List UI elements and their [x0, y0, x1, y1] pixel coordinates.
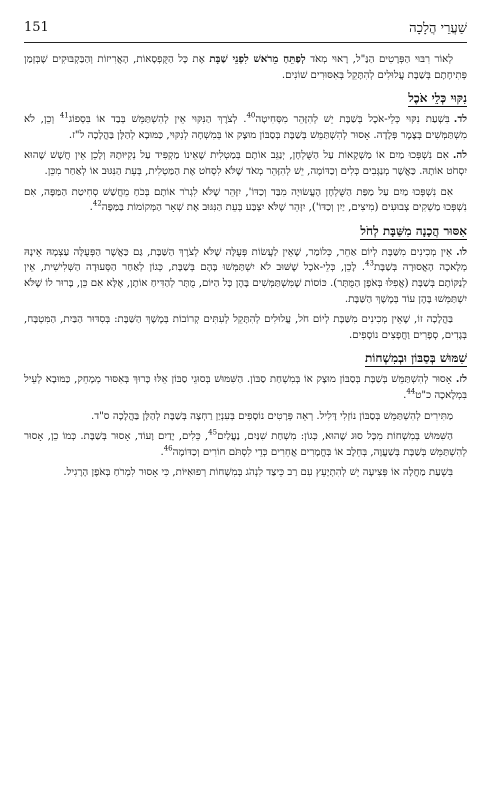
intro-text-2: אֶת כָּל הַקֻּפְסָאוֹת, הָאֲרִיזוֹת וְהַבַּקְבּוּקִים שֶׁבְּזְמַן פְּתִיחָתָם בְּשַׁבָּת עֲלוּלִים לְהִתָּקֵל בְּאִסּוּרִים שׁוֹנִים.: [24, 54, 467, 81]
halacha-paragraph-36: [24, 245, 467, 307]
intro-paragraph: [24, 52, 467, 83]
paragraph-text: הַשִּׁמּוּשׁ בְּמִשְׁחוֹת מִכָּל סוּג שֶׁהוּא, כְּגוֹן: מִשְׁחַת שִׁנַּיִם, נַעֲלַיִם: [217, 431, 453, 443]
paragraph-text: בִּשְׁעַת מַחֲלָה אוֹ פְּצִיעָה יֵשׁ לְהִתְיָעֵץ עִם רַב כֵּיצַד לִנְהֹג בְּמִשְׁחוֹת רְפוּאִיּוֹת, כִּי אָסוּר לִמְרֹחַ בְּאֹפֶן הָרָגִיל.: [63, 467, 453, 479]
paragraph-text: .: [89, 202, 93, 214]
footnote-ref: 43: [365, 259, 374, 268]
section-heading-cleaning-dishes: [24, 89, 467, 107]
paragraph-text: אָסוּר לְהִשְׁתַּמֵּשׁ בְּשַׁבָּת בְּסַבּוֹן מוּצָק אוֹ בְּמִשְׁחַת סַבּוֹן. הַשִּׁמּוּשׁ בְּסוּגֵי סַבּוֹן אֵלּוּ כָּרוּךְ בְּאִסּוּר מְמָחֵק, כַּמּוּבָא לְעֵיל בִּמְלָאכָה כ"ט: [24, 374, 467, 401]
halacha-paragraph-35: [24, 148, 467, 179]
paragraph-text: .: [160, 446, 164, 458]
paragraph-text: אִם נִשְׁפְּכוּ מַיִם אוֹ מַשְׁקָאוֹת עַל הַשֻּׁלְחָן, יְנַגֵּב אוֹתָם בְּמַטְלִית שֶׁאֵינוֹ מַקְפִּיד עַל נְקִיּוּתָהּ וְלָכֵן אֵין חֲשָׁשׁ שֶׁהוּא יִסְחֹט אוֹתָהּ. כַּאֲשֶׁר מְנַגְּבִים כְּלִים וְכַדּוֹמֶה, יֵשׁ לְהִזָּהֵר מְאֹד שֶׁלֹּא לִסְחֹט אֶת הַמַּטְלִית, בְּעֵת הַנִּגּוּב אוֹ לְאַחַר מִכֵּן.: [24, 150, 467, 177]
paragraph-text: . לְצֹרֶךְ הַנִּקּוּי אֵין לְהִשְׁתַּמֵּשׁ בְּבַד אוֹ בִּסְפוֹג: [68, 114, 247, 126]
paragraph-text: בַּהֲלָכָה זוֹ, שֶׁאֵין מְכִינִים מִשַּׁבָּת לְיוֹם חֹל, עֲלוּלִים לְהִתָּקֵל לְעִתִּים קְרוֹבוֹת בְּמֶשֶׁךְ הַשַּׁבָּת: בְּסִדּוּר הַבַּיִת, הַמִּטְבָּח, בְּגָדִים, סְפָרִים וַחֲפָצִים נוֹסָפִים.: [24, 314, 467, 341]
paragraph-text: .: [403, 389, 407, 401]
footnote-ref: 42: [92, 199, 102, 208]
paragraph-text: . לָכֵן, כְּלֵי-אֹכֶל שֶׁשּׁוּב לֹא יִשְׁתַּמְּשׁוּ בָּהֶם בְּשַׁבָּת, כְּגוֹן לְאַחַר הַסְּעוּדָה הַשְּׁלִישִׁית, אֵין לְנַקּוֹתָם בְּשַׁבָּת (אֲפִלּוּ בְּאֹפֶן הַמֻּתָּר). כּוֹסוֹת שֶׁמִּשְׁתַּמְּשִׁים בָּהֶן כָּל הַיּוֹם, מֻתָּר לְהַדִּיחַ אוֹתָן, אֶלָּא אִם כֵּן, בָּרוּר לוֹ שֶׁלֹּא יִשְׁתַּמְּשׁוּ בָּהֶן עוֹד בְּמֶשֶׁךְ הַשַּׁבָּת.: [24, 262, 467, 305]
footnote-ref: 44: [406, 387, 416, 396]
section-heading-text: אִסּוּר הֲכָנָה מִשַּׁבָּת לְחֹל: [360, 223, 467, 238]
section-heading-soap-and-creams: [24, 349, 467, 367]
paragraph-text: , כֵּלִים, יָדַיִם וָעוֹד, אָסוּר בְּשַׁבָּת. כְּמוֹ כֵן, אָסוּר לְהִשְׁתַּמֵּשׁ בְּשַׁבָּת בְּשַׁעֲוָה, בְּחֵלֶב אוֹ בְּחֳמָרִים אֲחֵרִים כְּדֵי לִסְתֹּם חוֹרִים וְכַדּוֹמֶה: [24, 431, 467, 458]
section-heading-text: שִׁמּוּשׁ בְּסַבּוֹן וּבְמִשְׁחוֹת: [364, 351, 467, 366]
halacha-paragraph-37: [24, 372, 467, 403]
page-header: [24, 20, 467, 40]
paragraph-text: מַתִּירִים לְהִשְׁתַּמֵּשׁ בְּסַבּוֹן נוֹזְלִי דָּלִיל. רְאֵה פְּרָטִים נוֹסָפִים בְּעִנְיַן רַחְצָה בְּשַׁבָּת לְהַלָּן בַּהֲלָכָה ס"ד.: [90, 410, 453, 422]
paragraph-number: לז.: [455, 373, 467, 386]
paragraph-text: בִּשְׁעַת נִקּוּי כְּלֵי-אֹכֶל בְּשַׁבָּת יֵשׁ לְהִזָּהֵר מִסְּחִיטָה: [255, 114, 450, 126]
intro-text-1: לְאוֹר רִבּוּי הַפְּרָטִים הַנַּ"ל, רָאוּי מְאֹד: [305, 54, 453, 65]
footnote-ref: 40: [246, 111, 256, 120]
section-heading-preparation-prohibition: [24, 222, 467, 240]
paragraph-continuation: [24, 465, 467, 481]
paragraph-number: לו.: [456, 245, 467, 258]
halacha-paragraph-34: [24, 112, 467, 143]
section-heading-text: נִקּוּי כְּלֵי אֹכֶל: [408, 91, 467, 106]
paragraph-continuation: [24, 312, 467, 343]
paragraph-text: אֵין מְכִינִים מִשַּׁבָּת לְיוֹם אַחֵר, כְּלוֹמַר, שֶׁאֵין לַעֲשׂוֹת פְּעֻלָּה שֶׁלֹּא לְצֹרֶךְ הַשַּׁבָּת, גַּם כַּאֲשֶׁר הַפְּעֻלָּה עַצְמָהּ אֵינָהּ מְלָאכָה הָאֲסוּרָה בְּשַׁבָּת: [24, 246, 467, 274]
intro-emphasis: לְפַתֵּחַ מֵרֹאשׁ לִפְנֵי שַׁבָּת: [209, 53, 306, 65]
footnote-ref: 45: [208, 428, 218, 437]
header-divider: [24, 42, 467, 43]
paragraph-continuation: [24, 429, 467, 460]
paragraph-continuation: [24, 409, 467, 425]
paragraph-text: אִם נִשְׁפְּכוּ מַיִם עַל מַפַּת הַשֻּׁלְחָן הָעֲשׂוּיָה מִבַּד וְכַדּוֹ', יִזָּהֵר שֶׁלֹּא לִגְרֹר אוֹתָם בְּכֹחַ מֵחֲשַׁשׁ סְחִיטַת הַמַּפָּה, אִם נִשְׁפְּכוּ מַשְׁקִים צְבוּעִים (מִיצִים, יַיִן וְכַדּוֹ'), יִזָּהֵר שֶׁלֹּא יִצְבַּע בְּעֵת הַנִּגּוּב אֶת שְׁאָר הַמְּקוֹמוֹת בַּמַּפָּה: [24, 186, 467, 214]
page-number: 151: [24, 20, 49, 35]
paragraph-continuation: [24, 185, 467, 216]
footnote-ref: 41: [59, 111, 69, 120]
page-content: [24, 52, 467, 792]
paragraph-number: לה.: [452, 149, 467, 162]
running-title: שַׁעֲרֵי הֲלָכָה: [409, 21, 467, 36]
paragraph-number: לד.: [453, 113, 468, 126]
footnote-ref: 46: [163, 444, 173, 453]
paragraph-text: וְכֵן, לֹא מִשְׁתַּמְּשִׁים בְּצֶמֶר פְּלָדָה. אָסוּר לְהִשְׁתַּמֵּשׁ בְּשַׁבָּת בְּסַבּוֹן מוּצָק אוֹ בְּמִשְׁחָה לְנִקּוּי, כַּמּוּבָא לְהַלָּן בַּהֲלָכָה ל"ז.: [24, 114, 467, 141]
